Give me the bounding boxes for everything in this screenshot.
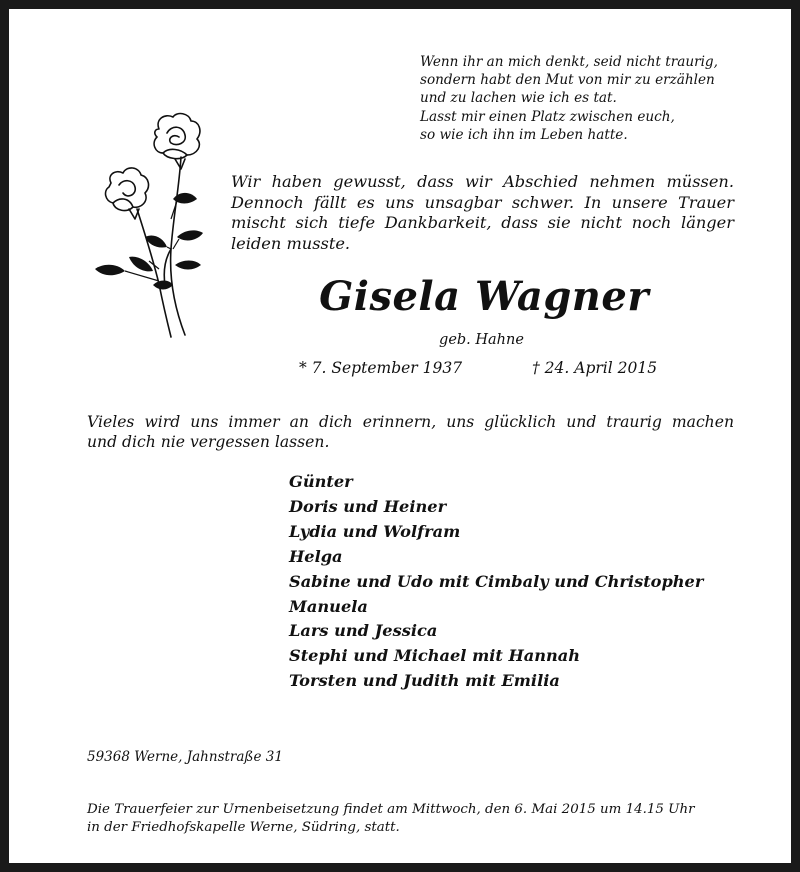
birth-date: * 7. September 1937 [299,359,463,377]
intro-text [231,172,734,254]
family-member: Doris und Heiner [289,496,447,516]
poem-line: Lasst mir einen Platz zwischen euch, [420,108,675,125]
intro-line: leiden musste. [231,233,351,253]
address: 59368 Werne, Jahnstraße 31 [87,749,283,765]
rose-illustration-icon [89,109,219,339]
family-member: Stephi und Michael mit Hannah [289,646,581,666]
birth-name: geb. Hahne [439,332,524,348]
death-date: † 24. April 2015 [532,359,658,377]
family-member: Günter [289,472,353,491]
family-member: Helga [289,546,343,566]
ceremony-line: in der Friedhofskapelle Werne, Südring, statt. [87,820,400,836]
poem-line: Wenn ihr an mich denkt, seid nicht traurig, [420,54,718,70]
memory-line: und dich nie vergessen lassen. [87,433,330,452]
memory-text [87,412,734,453]
family-member: Sabine und Udo mit Cimbaly und Christopher [289,571,704,591]
poem-line: so wie ich ihn im Leben hatte. [420,126,628,143]
intro-line: Wir haben gewusst, dass wir Abschied nehmen müssen. [231,172,734,191]
family-member: Lydia und Wolfram [289,521,461,541]
poem [420,53,760,144]
family-member: Torsten und Judith mit Emilia [289,671,560,691]
ceremony-info [87,801,737,838]
ceremony-line: Die Trauerfeier zur Urnenbeisetzung findet am Mittwoch, den 6. Mai 2015 um 14.15 Uhr [87,802,695,817]
poem-line: und zu lachen wie ich es tat. [420,90,617,107]
family-member: Manuela [289,596,368,616]
memory-line: Vieles wird uns immer an dich erinnern, uns glücklich und traurig machen [87,413,734,431]
intro-line: Dennoch fällt es uns unsagbar schwer. In unsere Trauer [231,192,734,212]
poem-line: sondern habt den Mut von mir zu erzählen [420,72,715,89]
intro-line: mischt sich tiefe Dankbarkeit, dass sie nicht noch länger [231,213,734,233]
family-list [289,470,749,694]
deceased-name: Gisela Wagner [319,273,649,320]
family-member: Lars und Jessica [289,621,438,641]
